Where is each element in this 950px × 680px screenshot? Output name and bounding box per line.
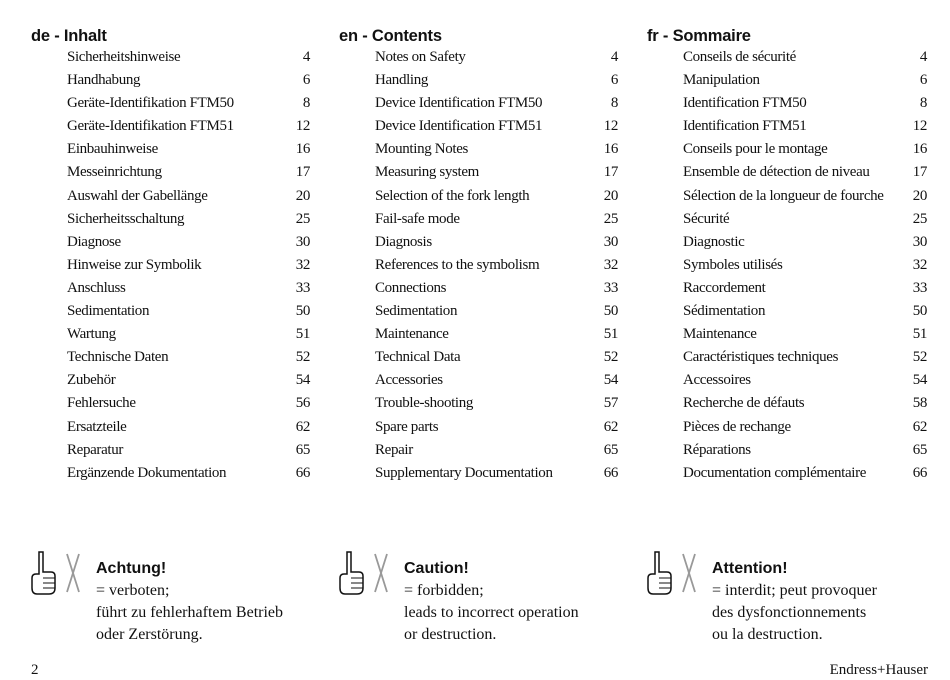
- toc-entry: [339, 346, 618, 369]
- toc-entry-page: 17: [295, 164, 310, 181]
- toc-entry: [31, 323, 310, 346]
- note-heading-de: Achtung!: [96, 560, 167, 577]
- toc-entry: [647, 69, 927, 92]
- toc-entry-label: Notes on Safety: [375, 49, 466, 65]
- toc-entry-page: 6: [610, 72, 618, 89]
- toc-entry-page: 25: [295, 210, 310, 227]
- toc-entry-page: 52: [603, 349, 618, 366]
- toc-entry: [647, 369, 927, 392]
- toc-entry-page: 8: [302, 95, 310, 112]
- toc-entry: [339, 254, 618, 277]
- toc-entry: [339, 369, 618, 392]
- toc-entry-page: 20: [603, 187, 618, 204]
- pointing-hand-cross-icon: [647, 550, 699, 596]
- toc-title-fr: fr - Sommaire: [647, 27, 751, 45]
- note-line-fr-1: = interdit; peut provoquer: [712, 582, 877, 599]
- toc-entry-page: 25: [912, 210, 927, 227]
- toc-entry-label: Identification FTM51: [683, 118, 807, 135]
- toc-entry: [31, 416, 310, 439]
- toc-entry-label: Device Identification FTM51: [375, 118, 543, 135]
- toc-entry-label: Connections: [375, 279, 447, 296]
- toc-entry: [339, 138, 618, 161]
- toc-entry-page: 8: [919, 95, 927, 112]
- toc-entry: [31, 369, 310, 392]
- toc-entry-label: Ergänzende Dokumentation: [67, 464, 227, 481]
- toc-entry: [31, 392, 310, 415]
- pointing-hand-cross-icon: [31, 550, 83, 596]
- toc-entry-label: References to the symbolism: [375, 256, 540, 273]
- toc-entry-label: Accessories: [375, 372, 443, 389]
- toc-entry-page: 16: [295, 141, 310, 158]
- toc-entry: [339, 323, 618, 346]
- toc-entry-page: 33: [295, 279, 310, 296]
- note-line-fr-3: ou la destruction.: [712, 626, 823, 643]
- toc-entry-page: 65: [295, 441, 310, 458]
- toc-entry-label: Einbauhinweise: [67, 141, 158, 158]
- toc-entry-label: Sicherheitshinweise: [67, 49, 181, 65]
- toc-entry-page: 52: [912, 349, 927, 366]
- toc-entry-label: Geräte-Identifikation FTM51: [67, 118, 234, 135]
- toc-entry: [339, 300, 618, 323]
- toc-entry: [31, 462, 310, 485]
- toc-entry-page: 30: [603, 233, 618, 250]
- toc-entry-page: 6: [919, 72, 927, 89]
- toc-entry: [31, 69, 310, 92]
- toc-entry-label: Geräte-Identifikation FTM50: [67, 95, 234, 112]
- toc-entry: [31, 439, 310, 462]
- toc-entry: [31, 115, 310, 138]
- toc-entry-label: Sédimentation: [683, 303, 766, 320]
- toc-entry-label: Technical Data: [375, 349, 461, 366]
- toc-entry-page: 20: [295, 187, 310, 204]
- toc-entry-label: Messeinrichtung: [67, 164, 162, 181]
- toc-entry: [647, 277, 927, 300]
- toc-entry: [647, 416, 927, 439]
- toc-entry-page: 6: [302, 72, 310, 89]
- toc-entry-label: Wartung: [67, 326, 116, 343]
- toc-entry-page: 4: [610, 49, 618, 65]
- toc-entry-label: Maintenance: [683, 326, 757, 343]
- toc-entry-label: Recherche de défauts: [683, 395, 805, 412]
- toc-entry: [31, 92, 310, 115]
- toc-entry-label: Measuring system: [375, 164, 479, 181]
- toc-entry: [339, 69, 618, 92]
- toc-entry: [31, 277, 310, 300]
- toc-entry: [339, 208, 618, 231]
- toc-entry-page: 17: [603, 164, 618, 181]
- note-line-de-2: führt zu fehlerhaftem Betrieb: [96, 604, 284, 621]
- toc-entry-page: 65: [603, 441, 618, 458]
- toc-entry-page: 50: [912, 303, 927, 320]
- toc-entry: [647, 161, 927, 184]
- toc-entry-page: 12: [912, 118, 927, 135]
- toc-entry: [339, 161, 618, 184]
- toc-entry-label: Trouble-shooting: [375, 395, 474, 412]
- toc-entry: [647, 300, 927, 323]
- toc-entry-label: Symboles utilisés: [683, 256, 783, 273]
- toc-entry-label: Sélection de la longueur de fourche: [683, 187, 884, 204]
- toc-entry-page: 16: [603, 141, 618, 158]
- toc-entry: [31, 231, 310, 254]
- toc-entry: [31, 208, 310, 231]
- toc-entry-page: 54: [295, 372, 310, 389]
- toc-entry-label: Device Identification FTM50: [375, 95, 543, 112]
- toc-entry: [339, 231, 618, 254]
- toc-entry-label: Technische Daten: [67, 349, 169, 366]
- toc-entry-page: 51: [912, 326, 927, 343]
- toc-entry: [31, 46, 310, 69]
- note-line-de-3: oder Zerstörung.: [96, 626, 203, 643]
- toc-entry: [647, 346, 927, 369]
- note-heading-fr: Attention!: [712, 560, 788, 577]
- toc-entry-page: 32: [295, 256, 310, 273]
- toc-entry-label: Documentation complémentaire: [683, 464, 867, 481]
- toc-title-en: en - Contents: [339, 27, 442, 45]
- toc-entry-page: 33: [603, 279, 618, 296]
- toc-entry-page: 33: [912, 279, 927, 296]
- toc-entry-page: 66: [603, 464, 618, 481]
- toc-entry: [339, 277, 618, 300]
- toc-entry: [647, 231, 927, 254]
- brand-name: Endress+Hauser: [829, 662, 928, 678]
- toc-entry: [339, 392, 618, 415]
- toc-entry: [647, 92, 927, 115]
- toc-entry-page: 8: [610, 95, 618, 112]
- note-heading-en: Caution!: [404, 560, 469, 577]
- toc-entry-label: Caractéristiques techniques: [683, 349, 839, 366]
- toc-entry-page: 66: [912, 464, 927, 481]
- toc-entry-label: Diagnose: [67, 233, 121, 250]
- toc-column-en: [339, 22, 618, 485]
- toc-entry-page: 12: [603, 118, 618, 135]
- toc-entry-label: Mounting Notes: [375, 141, 469, 158]
- toc-entry-page: 16: [912, 141, 927, 158]
- toc-entry: [339, 439, 618, 462]
- toc-entry: [31, 254, 310, 277]
- toc-entry-page: 54: [912, 372, 927, 389]
- toc-entry-label: Handhabung: [67, 72, 141, 89]
- toc-entry-page: 25: [603, 210, 618, 227]
- toc-entry-label: Fehlersuche: [67, 395, 136, 412]
- toc-entry-page: 12: [295, 118, 310, 135]
- toc-entry-page: 50: [603, 303, 618, 320]
- toc-entry-page: 50: [295, 303, 310, 320]
- toc-entry-label: Selection of the fork length: [375, 187, 530, 204]
- note-line-en-3: or destruction.: [404, 626, 497, 643]
- toc-entry: [339, 92, 618, 115]
- toc-entry-label: Auswahl der Gabellänge: [67, 187, 208, 204]
- toc-list-de: [31, 46, 310, 485]
- toc-entry-label: Réparations: [683, 441, 751, 458]
- toc-entry-label: Repair: [375, 441, 413, 458]
- toc-entry-label: Ersatzteile: [67, 418, 127, 435]
- toc-entry-page: 65: [912, 441, 927, 458]
- toc-entry-label: Zubehör: [67, 372, 116, 389]
- toc-entry-page: 4: [302, 49, 310, 65]
- toc-entry: [31, 300, 310, 323]
- note-line-en-2: leads to incorrect operation: [404, 604, 579, 621]
- toc-entry: [647, 462, 927, 485]
- toc-entry-page: 30: [295, 233, 310, 250]
- toc-entry: [647, 46, 927, 69]
- toc-entry: [339, 115, 618, 138]
- toc-entry: [339, 46, 618, 69]
- toc-entry: [31, 138, 310, 161]
- toc-list-en: [339, 46, 618, 485]
- toc-entry-page: 62: [603, 418, 618, 435]
- toc-entry-page: 57: [603, 395, 618, 412]
- toc-entry: [31, 346, 310, 369]
- toc-entry-label: Sécurité: [683, 210, 730, 227]
- toc-entry-label: Identification FTM50: [683, 95, 807, 112]
- toc-entry-label: Anschluss: [67, 279, 126, 296]
- toc-entry: [31, 161, 310, 184]
- toc-entry: [339, 185, 618, 208]
- toc-entry: [647, 138, 927, 161]
- toc-entry: [339, 416, 618, 439]
- toc-list-fr: [647, 46, 927, 485]
- toc-entry-label: Raccordement: [683, 279, 766, 296]
- toc-column-fr: [647, 22, 927, 485]
- toc-entry-label: Sedimentation: [375, 303, 458, 320]
- toc-entry-label: Supplementary Documentation: [375, 464, 553, 481]
- toc-column-de: [31, 22, 310, 485]
- toc-entry-page: 32: [603, 256, 618, 273]
- toc-entry-page: 32: [912, 256, 927, 273]
- toc-entry-label: Ensemble de détection de niveau: [683, 164, 870, 181]
- toc-title-de: de - Inhalt: [31, 27, 107, 45]
- toc-entry: [647, 254, 927, 277]
- toc-entry-page: 62: [295, 418, 310, 435]
- note-line-fr-2: des dysfonctionnements: [712, 604, 867, 621]
- toc-entry-label: Sedimentation: [67, 303, 150, 320]
- pointing-hand-cross-icon: [339, 550, 391, 596]
- toc-entry-label: Pièces de rechange: [683, 418, 791, 435]
- toc-entry-page: 30: [912, 233, 927, 250]
- toc-entry-page: 62: [912, 418, 927, 435]
- toc-entry-label: Diagnostic: [683, 233, 745, 250]
- toc-entry-label: Spare parts: [375, 418, 439, 435]
- toc-entry-label: Diagnosis: [375, 233, 432, 250]
- toc-entry-page: 54: [603, 372, 618, 389]
- toc-entry-page: 58: [912, 395, 927, 412]
- page-number: 2: [31, 662, 39, 678]
- toc-entry: [339, 462, 618, 485]
- toc-entry-label: Accessoires: [683, 372, 751, 389]
- note-line-de-1: = verboten;: [96, 582, 170, 599]
- toc-entry-page: 66: [295, 464, 310, 481]
- toc-entry: [647, 115, 927, 138]
- toc-entry-label: Sicherheitsschaltung: [67, 210, 185, 227]
- toc-entry-page: 20: [912, 187, 927, 204]
- toc-entry-label: Fail-safe mode: [375, 210, 460, 227]
- toc-entry-page: 52: [295, 349, 310, 366]
- note-line-en-1: = forbidden;: [404, 582, 484, 599]
- toc-entry: [647, 439, 927, 462]
- toc-entry: [647, 208, 927, 231]
- toc-entry-label: Conseils de sécurité: [683, 49, 796, 65]
- toc-entry: [31, 185, 310, 208]
- toc-entry-page: 17: [912, 164, 927, 181]
- toc-entry: [647, 323, 927, 346]
- toc-entry-label: Hinweise zur Symbolik: [67, 256, 202, 273]
- toc-entry-page: 51: [295, 326, 310, 343]
- toc-entry-label: Handling: [375, 72, 429, 89]
- toc-entry-label: Manipulation: [683, 72, 760, 89]
- toc-entry: [647, 392, 927, 415]
- toc-entry: [647, 185, 927, 208]
- toc-entry-label: Conseils pour le montage: [683, 141, 828, 158]
- toc-entry-label: Reparatur: [67, 441, 123, 458]
- toc-entry-page: 56: [295, 395, 310, 412]
- toc-entry-label: Maintenance: [375, 326, 449, 343]
- toc-entry-page: 51: [603, 326, 618, 343]
- toc-entry-page: 4: [919, 49, 927, 65]
